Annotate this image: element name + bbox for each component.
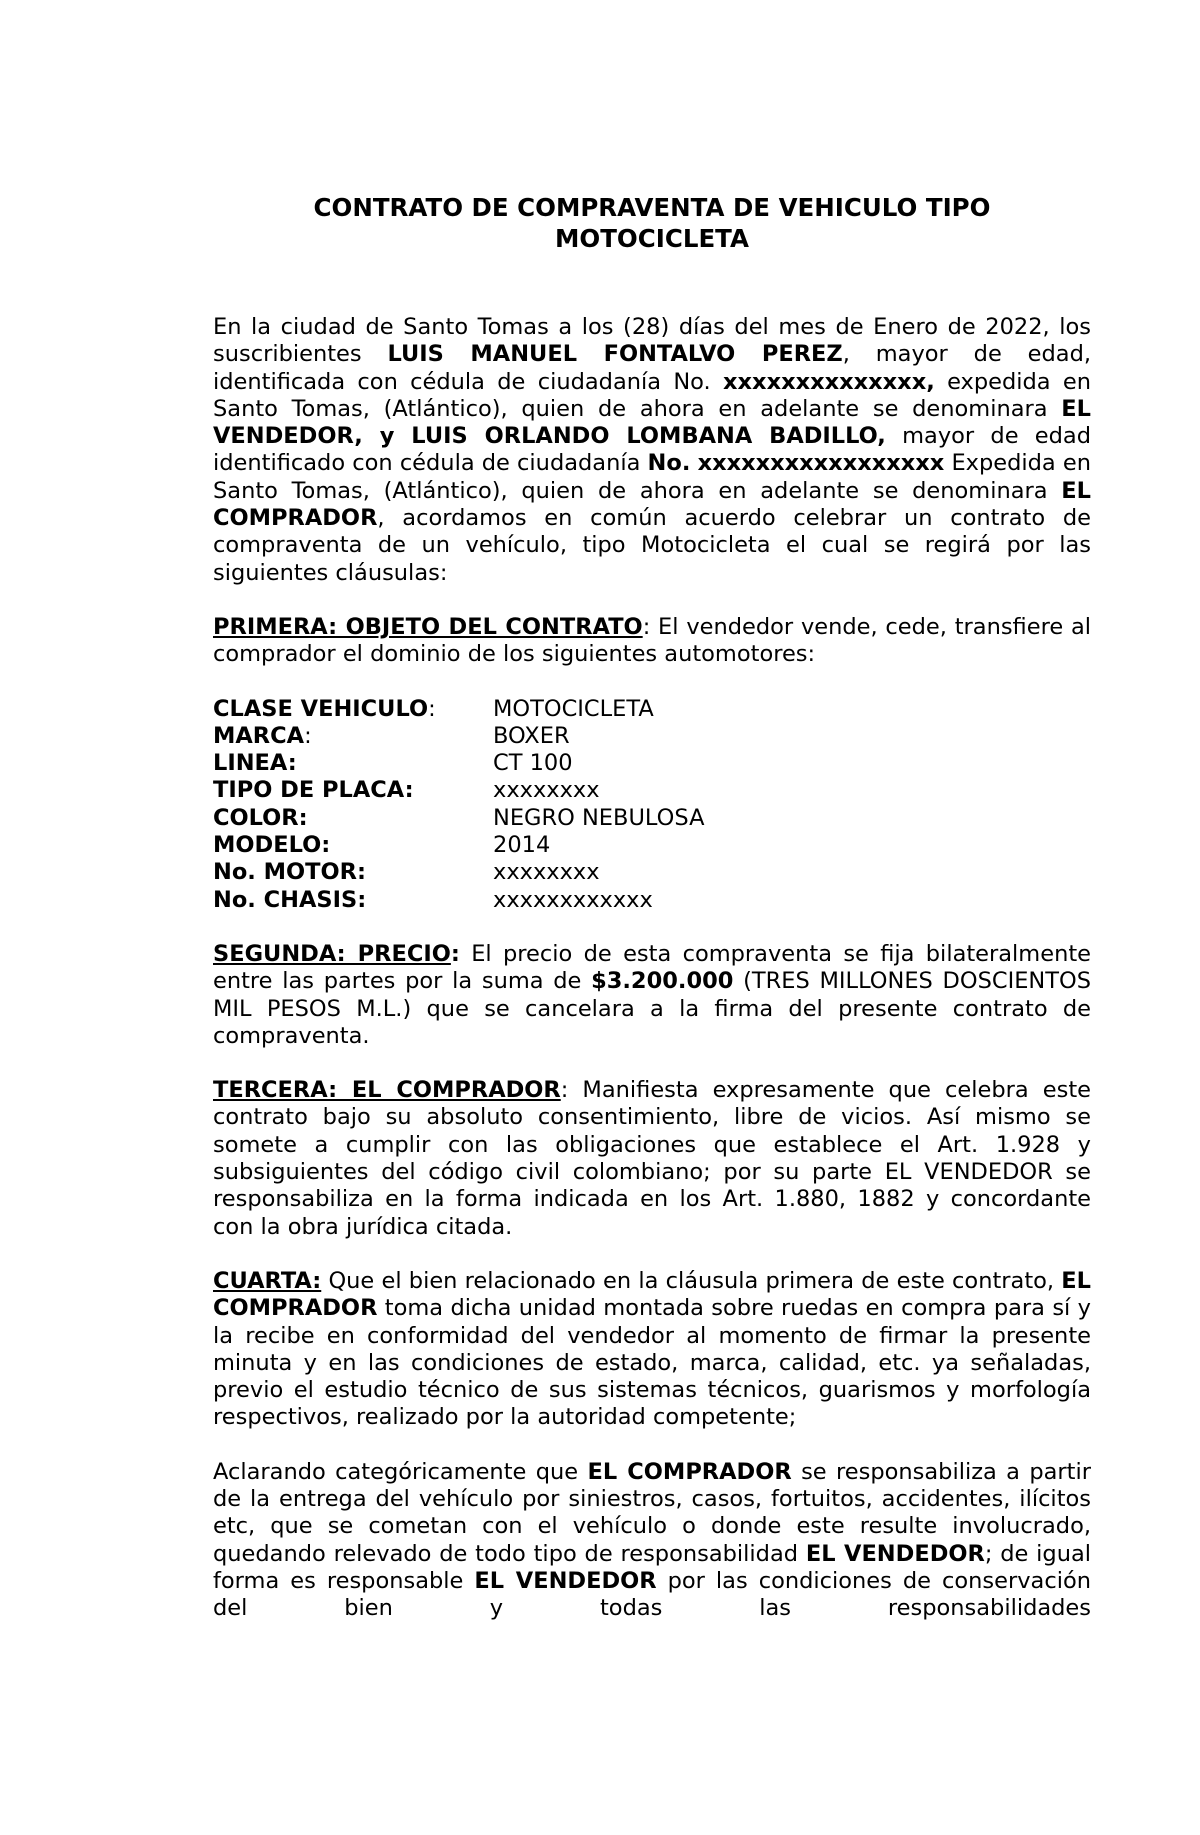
vehicle-detail-row	[213, 777, 704, 804]
vehicle-detail-row	[213, 696, 704, 723]
clause-cuarta: CUARTA: Que el bien relacionado en la cláusula primera de este contrato, EL COMPRADOR toma dicha unidad montada sobre ruedas en compra para sí y la recibe en conformidad del vendedor al momento de firmar la presente minuta y en las condiciones de estado, marca, calidad, etc. ya señaladas, previo el estudio técnico de sus sistemas técnicos, guarismos y morfología respectivos, realizado por la autoridad competente;	[213, 1267, 1091, 1431]
buyer-role-ref: EL COMPRADOR	[587, 1458, 792, 1485]
title-line-1: CONTRATO DE COMPRAVENTA DE VEHICULO TIPO	[313, 193, 991, 222]
aclarando-paragraph: Aclarando categóricamente que EL COMPRADOR se responsabiliza a partir de la entrega del vehículo por siniestros, casos, fortuitos, accidentes, ilícitos etc, que se cometan con el vehículo o donde este resulte involucrado, quedando relevado de todo tipo de responsabilidad EL VENDEDOR; de igual forma es responsable EL VENDEDOR por las condiciones de conservación del bien y todas las responsabilidades	[213, 1458, 1091, 1622]
document-body	[213, 192, 1091, 1622]
vehicle-detail-value: CT 100	[493, 750, 573, 777]
seller-role-ref: EL VENDEDOR	[805, 1540, 985, 1567]
vehicle-detail-value: NEGRO NEBULOSA	[493, 804, 705, 831]
vehicle-detail-row	[213, 832, 704, 859]
clause-primera: PRIMERA: OBJETO DEL CONTRATO: El vendedor vende, cede, transfiere al comprador el dominio de los siguientes automotores:	[213, 613, 1091, 668]
seller-name: LUIS MANUEL FONTALVO PEREZ	[387, 341, 843, 368]
vehicle-detail-label: No. CHASIS:	[213, 886, 367, 913]
vehicle-detail-label: CLASE VEHICULO:	[213, 695, 436, 722]
vehicle-detail-value: xxxxxxxxxxxx	[493, 886, 653, 913]
price-amount: $3.200.000	[591, 968, 734, 995]
clause-tercera-heading: TERCERA: EL COMPRADOR	[213, 1077, 561, 1104]
vehicle-detail-value: BOXER	[493, 722, 570, 749]
vehicle-detail-label: MARCA:	[213, 722, 312, 749]
clause-segunda: SEGUNDA: PRECIO: El precio de esta compraventa se fija bilateralmente entre las partes por la suma de $3.200.000 (TRES MILLONES DOSCIENTOS MIL PESOS M.L.) que se cancelara a la firma del presente contrato de compraventa.	[213, 940, 1091, 1049]
clause-segunda-heading: SEGUNDA: PRECIO	[213, 940, 451, 967]
vehicle-detail-row	[213, 887, 704, 914]
vehicle-detail-row	[213, 859, 704, 886]
document-title	[213, 192, 1091, 254]
clause-cuarta-heading: CUARTA:	[213, 1267, 322, 1294]
title-line-2: MOTOCICLETA	[555, 224, 749, 253]
vehicle-detail-label: No. MOTOR:	[213, 859, 366, 886]
clause-primera-heading: PRIMERA: OBJETO DEL CONTRATO	[213, 613, 643, 640]
buyer-id: xxxxxxxxxxxxxxxxx	[697, 450, 945, 477]
vehicle-details-table	[213, 696, 704, 914]
seller-role-ref: EL VENDEDOR	[474, 1567, 657, 1594]
vehicle-detail-value: xxxxxxxx	[493, 777, 600, 804]
vehicle-detail-value: xxxxxxxx	[493, 859, 600, 886]
vehicle-detail-value: MOTOCICLETA	[493, 695, 654, 722]
vehicle-detail-row	[213, 723, 704, 750]
intro-paragraph: En la ciudad de Santo Tomas a los (28) días del mes de Enero de 2022, los suscribientes LUIS MANUEL FONTALVO PEREZ, mayor de edad, identificada con cédula de ciudadanía No. xxxxxxxxxxxxxx, expedida en Santo Tomas, (Atlántico), quien de ahora en adelante se denominara EL VENDEDOR, y LUIS ORLANDO LOMBANA BADILLO, mayor de edad identificado con cédula de ciudadanía No. xxxxxxxxxxxxxxxxx Expedida en Santo Tomas, (Atlántico), quien de ahora en adelante se denominara EL COMPRADOR, acordamos en común acuerdo celebrar un contrato de compraventa de un vehículo, tipo Motocicleta el cual se regirá por las siguientes cláusulas:	[213, 314, 1092, 586]
buyer-role-ref: EL COMPRADOR	[213, 1267, 1091, 1322]
vehicle-detail-label: TIPO DE PLACA:	[213, 777, 414, 804]
vehicle-detail-value: 2014	[493, 832, 551, 859]
clause-tercera: TERCERA: EL COMPRADOR: Manifiesta expresamente que celebra este contrato bajo su absoluto consentimiento, libre de vicios. Así mismo se somete a cumplir con las obligaciones que establece el Art. 1.928 y subsiguientes del código civil colombiano; por su parte EL VENDEDOR se responsabiliza en la forma indicada en los Art. 1.880, 1882 y concordante con la obra jurídica citada.	[213, 1077, 1091, 1240]
vehicle-detail-row	[213, 750, 704, 777]
seller-role: EL VENDEDOR, y LUIS ORLANDO LOMBANA BADILLO,	[213, 395, 1091, 450]
buyer-id-prefix: No.	[647, 450, 691, 477]
vehicle-detail-label: COLOR:	[213, 804, 308, 831]
seller-id: xxxxxxxxxxxxxx,	[723, 368, 935, 395]
vehicle-detail-row	[213, 805, 704, 832]
vehicle-detail-label: MODELO:	[213, 832, 331, 859]
buyer-role: EL COMPRADOR	[213, 477, 1091, 532]
vehicle-detail-label: LINEA:	[213, 750, 297, 777]
